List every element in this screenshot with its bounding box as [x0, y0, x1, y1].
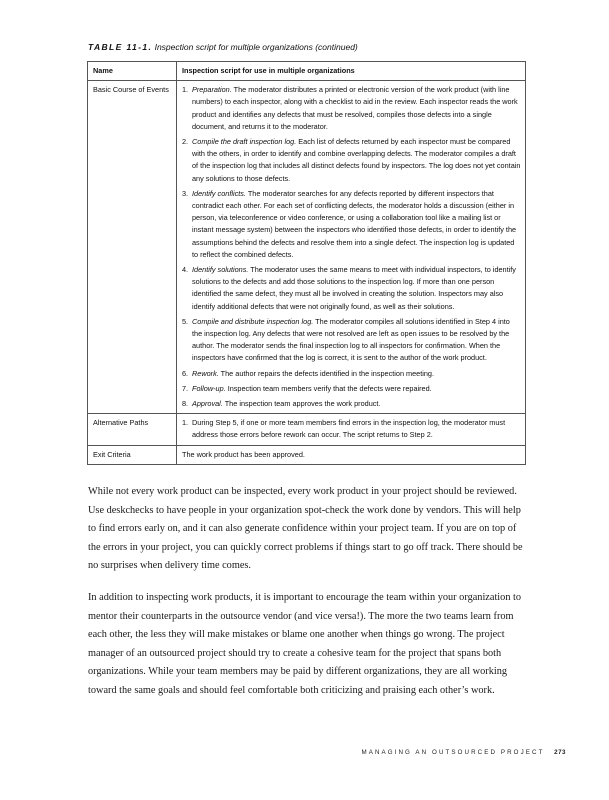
step-item: [182, 316, 521, 365]
step-text: The author repairs the defects identified in the inspection meeting.: [218, 368, 435, 378]
table-row-alternative-paths: [88, 414, 526, 445]
running-head: MANAGING AN OUTSOURCED PROJECT: [361, 749, 545, 756]
header-name: Name: [88, 62, 177, 81]
step-title: Preparation.: [192, 85, 232, 95]
table-caption: [88, 40, 528, 54]
step-item: [182, 136, 521, 185]
step-number: 6.: [182, 368, 189, 378]
step-title: Rework.: [192, 368, 219, 378]
paragraph-text: While not every work product can be inspected, every work product in your project should be reviewed. Use deskchecks to have people in your organization spot-check the work done by vendors. This will help to find errors early on, and it can also generate confidence within your project team. If you are on top of the errors in your project, you can quickly correct problems if things start to go off track. There should be no surprises when delivery time comes.: [88, 486, 523, 572]
step-title: Compile the draft inspection log.: [192, 137, 297, 147]
inspection-script-table: [87, 61, 526, 465]
step-text: Each list of defects returned by each inspector must be compared with the others, in order to identify and combine overlapping defects. The moderator compiles a draft of the inspection log that includes all distinct defects found by inspectors. The log does not yet contain any solutions to those defects.: [192, 137, 521, 183]
step-item: [182, 368, 521, 380]
step-title: Compile and distribute inspection log.: [192, 316, 314, 326]
body-paragraph-1: [88, 483, 530, 576]
step-item: [182, 398, 521, 410]
table-row-exit-criteria: [88, 445, 526, 464]
step-item: [182, 417, 521, 441]
table-number: TABLE 11-1.: [88, 42, 153, 52]
step-text: The moderator searches for any defects reported by different inspectors that contradict each other. For each set of conflicting defects, the moderator holds a discussion (either in person, via teleconference or video conference, or using a collaboration tool like a mailing list or instant message system) between the inspectors who identified those defects, in order to identify the assumptions behind the defects and resolve them into a single defect. The inspection log is updated to reflect the combined defects.: [192, 188, 517, 259]
step-number: 8.: [182, 399, 189, 409]
step-text: During Step 5, if one or more team members find errors in the inspection log, the moderator must address those errors before rework can occur. The script returns to Step 2.: [192, 418, 506, 440]
step-number: 1.: [182, 85, 189, 95]
row-label: Exit Criteria: [88, 445, 177, 464]
table-row-basic-course: [88, 81, 526, 414]
step-text: Inspection team members verify that the defects were repaired.: [225, 383, 432, 393]
step-title: Follow-up.: [192, 383, 226, 393]
step-number: 4.: [182, 265, 189, 275]
step-text: The inspection team approves the work product.: [222, 399, 381, 409]
step-number: 2.: [182, 137, 189, 147]
paragraph-text: In addition to inspecting work products, it is important to encourage the team within your organization to mentor their counterparts in the outsource vendor (and vice versa!). The more the two teams learn from each other, the less they will make mistakes or blame one another when things go wrong. The project manager of an outsourced project should try to create a cohesive team for the project that spans both organizations. While your team members may be paid by different organizations, they are all working toward the same goals and should feel comfortable both criticizing and praising each other’s work.: [88, 592, 522, 696]
step-text: The moderator uses the same means to meet with individual inspectors, to identify solutions to the defects and add those solutions to the inspection log. If more than one person identified the same defect, they must all be involved in creating the solution. Inspectors may also identify additional defects that were not originally found, as well as their solutions.: [192, 265, 516, 311]
step-title: Identify conflicts.: [192, 188, 246, 198]
row-steps: [177, 414, 526, 445]
row-label: Basic Course of Events: [88, 81, 177, 414]
body-paragraph-2: [88, 589, 530, 701]
row-steps: [177, 81, 526, 414]
step-text: The moderator compiles all solutions identified in Step 4 into the inspection log. Any defects that were not resolved are left as open issues to be resolved by the author. The moderator sends the final inspection log to all inspectors for confirmation. When the inspectors have confirmed that the log is correct, it is sent to the author of the work product.: [192, 316, 510, 363]
step-number: 1.: [182, 418, 189, 428]
row-text: The work product has been approved.: [177, 445, 526, 464]
step-item: [182, 383, 521, 395]
step-number: 3.: [182, 188, 189, 198]
page-footer: [361, 749, 566, 756]
step-item: [182, 264, 521, 313]
step-title: Approval.: [192, 399, 223, 409]
page-number: 273: [554, 749, 566, 756]
table-header-row: [88, 62, 526, 81]
table-title: Inspection script for multiple organizations (continued): [154, 42, 358, 52]
step-number: 5.: [182, 316, 189, 326]
header-script: Inspection script for use in multiple organizations: [177, 62, 526, 81]
step-number: 7.: [182, 383, 189, 393]
step-item: [182, 84, 521, 133]
step-item: [182, 188, 521, 261]
step-text: The moderator distributes a printed or electronic version of the work product (with line numbers) to each inspector, along with a checklist to aid in the review. Each inspector reads the work product and identifies any defects that must be resolved, compiles those defects into a single document, and returns it to the moderator.: [192, 85, 518, 131]
row-label: Alternative Paths: [88, 414, 177, 445]
step-title: Identify solutions.: [192, 265, 249, 275]
